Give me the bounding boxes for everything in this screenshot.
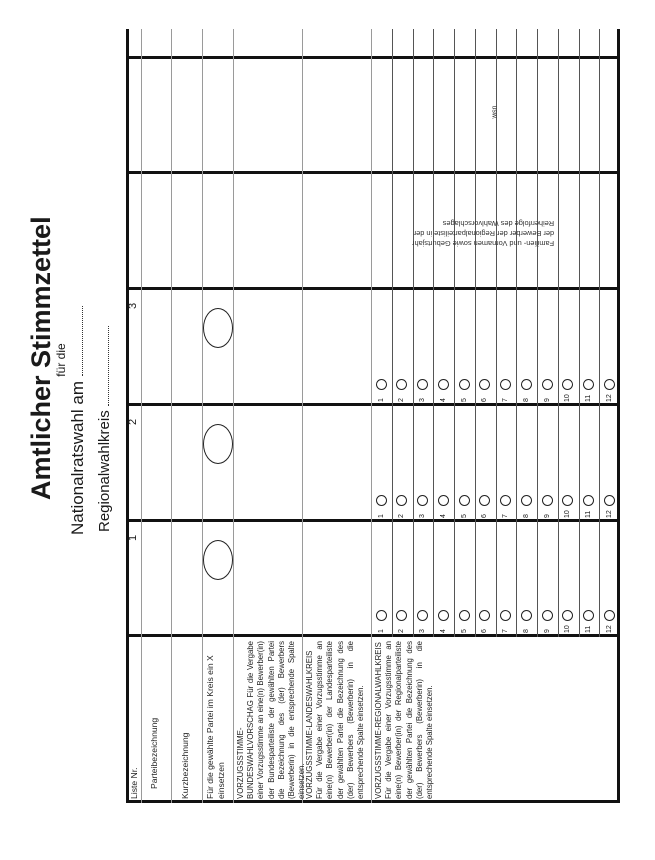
slot-number: 2	[398, 398, 406, 402]
preference-circle[interactable]	[542, 495, 553, 506]
label-regional-preference: VORZUGSSTIMME-REGIONALWAHLKREIS Für die Vergabe einer Vorzugsstimme an eine(n) Bewerber(in) der Regionalparteiliste der gewählten Partei die Bezeichnung des (der) Bewerbers (Bewerberin) in die entsprechende Spalte einsetzen.	[374, 641, 435, 799]
preference-circle[interactable]	[479, 379, 490, 390]
district-line	[96, 326, 114, 532]
slot-divider	[516, 29, 517, 637]
preference-slot	[537, 610, 557, 633]
preference-slot	[392, 495, 412, 518]
preference-circle[interactable]	[396, 495, 407, 506]
preference-slot	[537, 495, 557, 518]
election-date-line	[68, 306, 88, 535]
row-divider	[233, 29, 234, 803]
preference-slot	[496, 495, 516, 518]
preference-slot	[433, 610, 453, 633]
row-divider	[141, 29, 142, 803]
slot-number: 7	[502, 398, 509, 402]
party-vote-circle-1[interactable]	[203, 540, 233, 580]
column-divider	[126, 403, 620, 406]
slot-number: 4	[439, 629, 447, 633]
slot-number: 5	[460, 514, 468, 518]
preference-circle[interactable]	[396, 610, 407, 621]
slot-number: 1	[377, 514, 385, 518]
slot-number: 10	[564, 510, 572, 518]
preference-slot	[371, 379, 391, 402]
preference-slot	[599, 495, 619, 518]
preference-circle[interactable]	[500, 495, 511, 506]
slot-number: 11	[585, 394, 592, 402]
slot-number: 11	[585, 510, 592, 518]
preference-slot	[454, 379, 474, 402]
slot-number: 8	[522, 629, 530, 633]
preference-circle[interactable]	[417, 610, 428, 621]
preference-circle[interactable]	[459, 610, 470, 621]
preference-circle[interactable]	[583, 379, 594, 390]
preference-slot	[433, 379, 453, 402]
note-line: der Bewerber der Regionalparteiliste in der	[413, 229, 555, 238]
preference-circle[interactable]	[521, 379, 532, 390]
slot-divider	[475, 29, 476, 637]
preference-circle[interactable]	[604, 379, 615, 390]
slot-divider	[454, 29, 455, 637]
preference-slot	[454, 495, 474, 518]
slot-number: 12	[605, 625, 613, 633]
preference-circle[interactable]	[438, 379, 449, 390]
preference-circle[interactable]	[562, 495, 573, 506]
label-mark-party: Für die gewählte Partei im Kreis ein X einsetzen	[205, 655, 226, 799]
preference-slot	[558, 495, 578, 518]
preference-circle[interactable]	[479, 610, 490, 621]
column-divider	[126, 56, 620, 59]
slot-number: 9	[543, 398, 551, 402]
preference-slot	[558, 379, 578, 402]
slot-number: 2	[398, 629, 406, 633]
slot-number: 3	[419, 629, 426, 633]
preference-slot	[433, 495, 453, 518]
slot-number: 8	[522, 398, 530, 402]
preference-slot	[579, 495, 599, 518]
slot-number: 12	[605, 510, 613, 518]
preference-circle[interactable]	[376, 610, 387, 621]
election-label: Nationalratswahl am	[68, 380, 87, 535]
candidate-names-note	[412, 218, 554, 248]
slot-number: 4	[439, 398, 447, 402]
slot-divider	[392, 29, 393, 637]
preference-slot	[516, 379, 536, 402]
preference-circle[interactable]	[417, 379, 428, 390]
party-vote-circle-2[interactable]	[203, 424, 233, 464]
slot-number: 9	[543, 514, 551, 518]
label-list-no: Liste Nr.	[129, 767, 139, 799]
slot-number: 11	[585, 625, 592, 633]
slot-number: 8	[522, 514, 530, 518]
preference-circle[interactable]	[604, 495, 615, 506]
list-number-1: 1	[127, 534, 139, 541]
slot-number: 6	[481, 514, 489, 518]
slot-number: 5	[460, 398, 468, 402]
column-divider	[126, 519, 620, 522]
preference-circle[interactable]	[542, 610, 553, 621]
party-vote-circle-3[interactable]	[203, 308, 233, 348]
preference-circle[interactable]	[583, 610, 594, 621]
slot-divider	[599, 29, 600, 637]
ballot-subtitle: für die	[54, 343, 68, 377]
preference-slot	[496, 610, 516, 633]
slot-number: 10	[564, 625, 572, 633]
election-date-field[interactable]	[70, 306, 83, 376]
slot-number: 2	[398, 514, 406, 518]
preference-slot	[579, 610, 599, 633]
slot-divider	[558, 29, 559, 637]
slot-number: 5	[460, 629, 468, 633]
preference-slot	[599, 610, 619, 633]
preference-slot	[413, 495, 433, 518]
preference-slot	[516, 495, 536, 518]
slot-divider	[433, 29, 434, 637]
preference-circle[interactable]	[562, 610, 573, 621]
preference-slot	[558, 610, 578, 633]
preference-circle[interactable]	[459, 495, 470, 506]
slot-number: 7	[502, 629, 509, 633]
slot-number: 3	[419, 514, 426, 518]
ballot-title: Amtlicher Stimmzettel	[26, 216, 56, 500]
list-number-3: 3	[127, 302, 139, 309]
slot-number: 1	[377, 629, 385, 633]
preference-slot	[454, 610, 474, 633]
slot-number: 6	[481, 398, 489, 402]
row-divider	[171, 29, 172, 803]
preference-slot	[371, 610, 391, 633]
column-divider	[126, 171, 620, 174]
preference-circle[interactable]	[459, 379, 470, 390]
slot-number: 9	[543, 629, 551, 633]
preference-slot	[496, 379, 516, 402]
slot-number: 12	[605, 394, 613, 402]
preference-slot	[579, 379, 599, 402]
preference-slot	[413, 379, 433, 402]
row-divider	[371, 29, 372, 803]
preference-slot	[475, 495, 495, 518]
label-party-name: Parteibezeichnung	[149, 717, 159, 789]
preference-circle[interactable]	[583, 495, 594, 506]
label-federal-preference: VORZUGSSTIMME-BUNDESWAHLVORSCHAG Für die Vergabe einer Vorzugsstimme an eine(n) Bewerber(in) der Bundesparteiliste der gewählten Partei die Bezeichnung des (der) Bewerbers (Bewerberin) in die entsprechende Spalte einsetzen.	[236, 641, 307, 799]
column-divider	[126, 634, 620, 637]
preference-slot	[537, 379, 557, 402]
preference-slot	[599, 379, 619, 402]
preference-circle[interactable]	[438, 495, 449, 506]
preference-circle[interactable]	[521, 610, 532, 621]
slot-number: 3	[419, 398, 426, 402]
preference-slot	[516, 610, 536, 633]
preference-circle[interactable]	[500, 610, 511, 621]
slot-number: 6	[481, 629, 489, 633]
slot-divider	[413, 29, 414, 637]
preference-circle[interactable]	[542, 379, 553, 390]
preference-slot	[392, 610, 412, 633]
note-line: Familien- und Vornamen sowie Geburtsjahr	[412, 239, 555, 248]
slot-number: 4	[439, 514, 447, 518]
slot-number: 10	[564, 394, 572, 402]
preference-circle[interactable]	[604, 610, 615, 621]
row-divider	[202, 29, 203, 803]
preference-slot	[392, 379, 412, 402]
preference-circle[interactable]	[479, 495, 490, 506]
district-label: Regionalwahlkreis	[96, 410, 113, 532]
table-frame	[126, 29, 620, 803]
preference-circle[interactable]	[417, 495, 428, 506]
preference-circle[interactable]	[500, 379, 511, 390]
preference-slot	[371, 495, 391, 518]
preference-circle[interactable]	[376, 495, 387, 506]
note-line: Reihenfolge des Wahlvorschlages	[442, 219, 555, 228]
slot-number: 7	[502, 514, 509, 518]
preference-slot	[475, 610, 495, 633]
preference-circle[interactable]	[396, 379, 407, 390]
column-divider	[126, 287, 620, 290]
preference-circle[interactable]	[438, 610, 449, 621]
slot-divider	[579, 29, 580, 637]
district-field[interactable]	[96, 326, 109, 406]
preference-circle[interactable]	[562, 379, 573, 390]
preference-circle[interactable]	[521, 495, 532, 506]
slot-number: 1	[377, 398, 385, 402]
preference-slot	[475, 379, 495, 402]
continuation-label: usw.	[490, 105, 498, 120]
label-short-name: Kurzbezeichnung	[180, 732, 190, 799]
preference-slot	[413, 610, 433, 633]
list-number-2: 2	[127, 418, 139, 425]
label-state-preference: VORZUGSSTIMME-LANDESWAHLKREIS Für die Vergabe einer Vorzugsstimme an eine(n) Bewerber(in) der Landesparteiliste der gewählten Partei die Bezeichnung des (der) Bewerbers (Bewerberin) in die entsprechende Spalte einsetzen.	[305, 641, 366, 799]
slot-divider	[496, 29, 497, 637]
right-edge	[126, 29, 620, 32]
slot-divider	[537, 29, 538, 637]
preference-circle[interactable]	[376, 379, 387, 390]
ballot-table	[126, 29, 620, 803]
